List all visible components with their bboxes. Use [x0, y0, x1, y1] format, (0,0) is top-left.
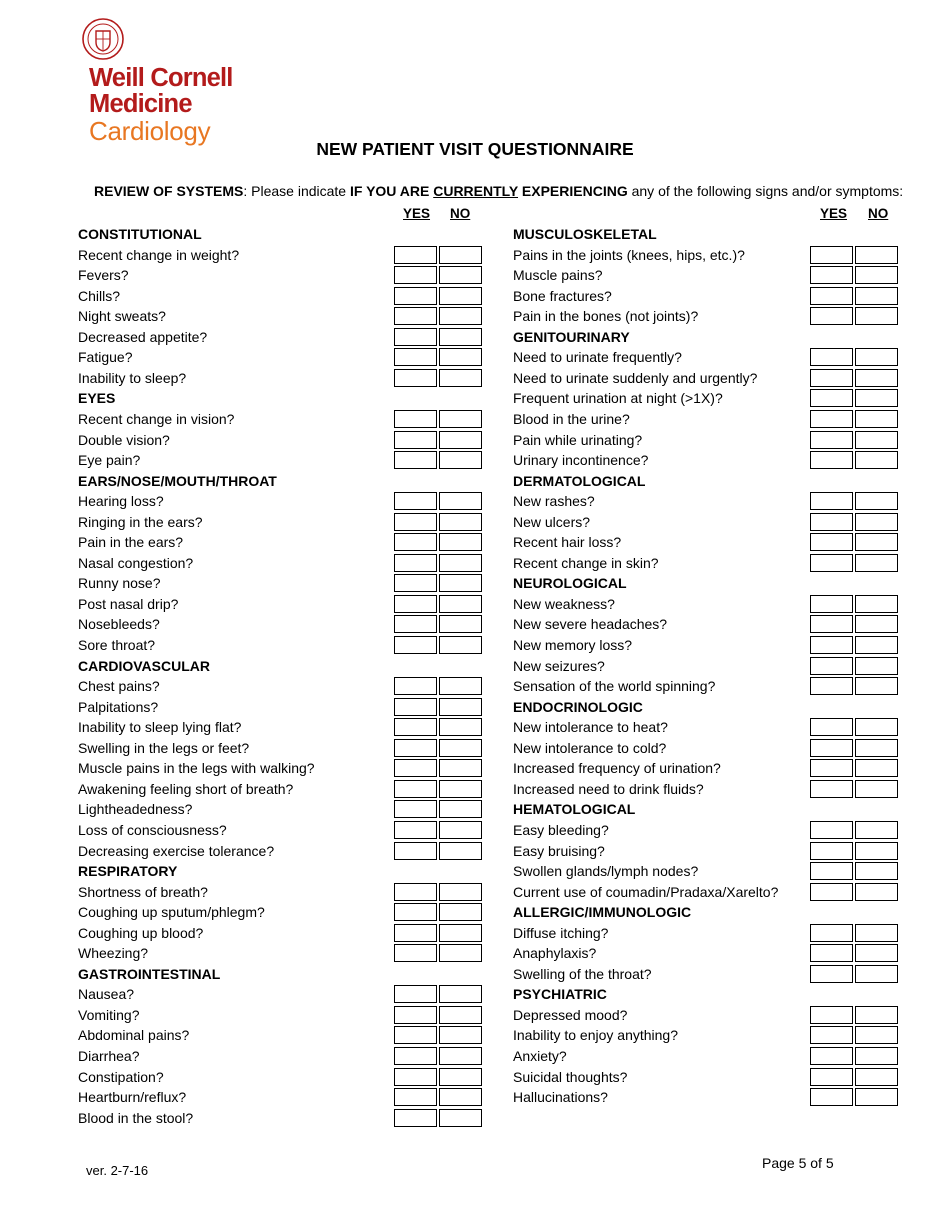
symptom-question: Diffuse itching?: [513, 924, 609, 941]
no-checkbox[interactable]: [439, 533, 482, 551]
no-checkbox[interactable]: [855, 759, 898, 777]
symptom-question: Swollen glands/lymph nodes?: [513, 863, 699, 880]
no-checkbox[interactable]: [439, 266, 482, 284]
no-checkbox[interactable]: [855, 1047, 898, 1065]
intro-text-2: any of the following signs and/or symptoms:: [627, 183, 904, 199]
no-checkbox[interactable]: [439, 369, 482, 387]
no-checkbox[interactable]: [439, 780, 482, 798]
yes-checkbox[interactable]: [810, 287, 853, 305]
no-checkbox[interactable]: [439, 513, 482, 531]
symptom-question: Post nasal drip?: [78, 595, 179, 612]
symptom-question: Suicidal thoughts?: [513, 1068, 628, 1085]
no-checkbox[interactable]: [855, 780, 898, 798]
yes-checkbox[interactable]: [810, 1068, 853, 1086]
no-checkbox[interactable]: [855, 369, 898, 387]
yes-checkbox[interactable]: [810, 965, 853, 983]
logo-text-weill-cornell: Weill Cornell: [89, 64, 233, 92]
yes-checkbox[interactable]: [394, 369, 437, 387]
symptom-question: Easy bleeding?: [513, 821, 609, 838]
no-checkbox[interactable]: [855, 266, 898, 284]
symptom-question: Recent change in vision?: [78, 410, 235, 427]
no-checkbox[interactable]: [855, 1026, 898, 1044]
section-heading: HEMATOLOGICAL: [513, 801, 636, 818]
symptom-question: Muscle pains in the legs with walking?: [78, 760, 315, 777]
section-heading: GENITOURINARY: [513, 328, 630, 345]
yes-checkbox[interactable]: [394, 287, 437, 305]
symptom-question: Blood in the urine?: [513, 410, 630, 427]
section-heading: RESPIRATORY: [78, 863, 178, 880]
yes-checkbox[interactable]: [394, 842, 437, 860]
no-checkbox[interactable]: [855, 410, 898, 428]
symptom-question: Awakening feeling short of breath?: [78, 780, 294, 797]
symptom-question: Hearing loss?: [78, 493, 164, 510]
symptom-question: Inability to sleep lying flat?: [78, 719, 242, 736]
no-checkbox[interactable]: [855, 718, 898, 736]
yes-checkbox[interactable]: [810, 266, 853, 284]
no-checkbox[interactable]: [439, 410, 482, 428]
no-column-header: NO: [450, 206, 471, 221]
no-checkbox[interactable]: [855, 246, 898, 264]
symptom-question: Vomiting?: [78, 1006, 140, 1023]
intro-bold-1: IF YOU ARE: [349, 183, 434, 199]
symptom-question: New rashes?: [513, 493, 595, 510]
no-checkbox[interactable]: [855, 883, 898, 901]
section-heading: EYES: [78, 390, 116, 407]
yes-checkbox[interactable]: [394, 595, 437, 613]
yes-checkbox[interactable]: [394, 944, 437, 962]
section-heading: PSYCHIATRIC: [513, 986, 607, 1003]
symptom-question: Recent change in skin?: [513, 554, 659, 571]
symptom-question: Pain in the bones (not joints)?: [513, 308, 699, 325]
symptom-question: Frequent urination at night (>1X)?: [513, 390, 723, 407]
yes-checkbox[interactable]: [394, 985, 437, 1003]
yes-checkbox[interactable]: [394, 1026, 437, 1044]
no-checkbox[interactable]: [855, 944, 898, 962]
no-checkbox[interactable]: [855, 862, 898, 880]
symptom-question: Pains in the joints (knees, hips, etc.)?: [513, 246, 745, 263]
symptom-question: Nosebleeds?: [78, 616, 160, 633]
no-column-header: NO: [868, 206, 889, 221]
yes-checkbox[interactable]: [810, 677, 853, 695]
symptom-question: Inability to enjoy anything?: [513, 1027, 678, 1044]
symptom-question: Decreased appetite?: [78, 328, 208, 345]
yes-checkbox[interactable]: [394, 759, 437, 777]
yes-checkbox[interactable]: [394, 1047, 437, 1065]
symptom-question: Double vision?: [78, 431, 170, 448]
yes-checkbox[interactable]: [810, 924, 853, 942]
symptom-question: Loss of consciousness?: [78, 821, 227, 838]
no-checkbox[interactable]: [439, 821, 482, 839]
no-checkbox[interactable]: [439, 1068, 482, 1086]
yes-checkbox[interactable]: [394, 513, 437, 531]
no-checkbox[interactable]: [439, 903, 482, 921]
no-checkbox[interactable]: [855, 389, 898, 407]
symptom-question: Palpitations?: [78, 698, 159, 715]
yes-checkbox[interactable]: [394, 780, 437, 798]
symptom-question: Chills?: [78, 287, 121, 304]
section-heading: CONSTITUTIONAL: [78, 226, 202, 242]
yes-checkbox[interactable]: [810, 451, 853, 469]
symptom-question: Pain in the ears?: [78, 534, 184, 551]
no-checkbox[interactable]: [855, 554, 898, 572]
no-checkbox[interactable]: [439, 759, 482, 777]
yes-checkbox[interactable]: [394, 348, 437, 366]
symptom-question: Abdominal pains?: [78, 1027, 190, 1044]
yes-checkbox[interactable]: [810, 1088, 853, 1106]
symptom-question: Sore throat?: [78, 637, 156, 653]
symptom-question: Eye pain?: [78, 452, 141, 469]
yes-checkbox[interactable]: [810, 739, 853, 757]
yes-checkbox[interactable]: [394, 718, 437, 736]
symptom-question: Increased frequency of urination?: [513, 760, 721, 777]
no-checkbox[interactable]: [439, 595, 482, 613]
section-heading: EARS/NOSE/MOUTH/THROAT: [78, 472, 277, 489]
no-checkbox[interactable]: [855, 348, 898, 366]
intro-bold-2: EXPERIENCING: [518, 183, 628, 199]
no-checkbox[interactable]: [855, 842, 898, 860]
symptom-question: Anaphylaxis?: [513, 945, 597, 962]
yes-checkbox[interactable]: [394, 431, 437, 449]
no-checkbox[interactable]: [439, 348, 482, 366]
symptom-question: Swelling of the throat?: [513, 965, 652, 982]
symptom-question: Inability to sleep?: [78, 369, 187, 386]
symptom-question: New intolerance to heat?: [513, 719, 668, 736]
symptom-question: Runny nose?: [78, 575, 161, 592]
no-checkbox[interactable]: [439, 451, 482, 469]
no-checkbox[interactable]: [439, 307, 482, 325]
no-checkbox[interactable]: [855, 287, 898, 305]
yes-checkbox[interactable]: [810, 307, 853, 325]
no-checkbox[interactable]: [855, 513, 898, 531]
yes-checkbox[interactable]: [810, 431, 853, 449]
no-checkbox[interactable]: [855, 677, 898, 695]
symptom-question: Hallucinations?: [513, 1089, 608, 1106]
yes-checkbox[interactable]: [810, 780, 853, 798]
yes-checkbox[interactable]: [394, 883, 437, 901]
yes-checkbox[interactable]: [810, 718, 853, 736]
no-checkbox[interactable]: [855, 821, 898, 839]
yes-checkbox[interactable]: [394, 1109, 437, 1127]
no-checkbox[interactable]: [439, 1026, 482, 1044]
symptom-question: Swelling in the legs or feet?: [78, 739, 250, 756]
yes-checkbox[interactable]: [394, 677, 437, 695]
yes-checkbox[interactable]: [810, 513, 853, 531]
yes-checkbox[interactable]: [810, 492, 853, 510]
yes-checkbox[interactable]: [810, 1047, 853, 1065]
section-heading: CARDIOVASCULAR: [78, 657, 210, 674]
symptom-question: Shortness of breath?: [78, 883, 208, 900]
section-heading: MUSCULOSKELETAL: [513, 226, 657, 242]
symptom-question: Recent hair loss?: [513, 534, 622, 551]
no-checkbox[interactable]: [855, 924, 898, 942]
page-title: NEW PATIENT VISIT QUESTIONNAIRE: [316, 139, 634, 159]
no-checkbox[interactable]: [855, 615, 898, 633]
yes-checkbox[interactable]: [394, 554, 437, 572]
yes-checkbox[interactable]: [394, 698, 437, 716]
yes-checkbox[interactable]: [394, 246, 437, 264]
yes-checkbox[interactable]: [394, 266, 437, 284]
no-checkbox[interactable]: [855, 965, 898, 983]
no-checkbox[interactable]: [439, 677, 482, 695]
yes-checkbox[interactable]: [810, 883, 853, 901]
symptom-question: Lightheadedness?: [78, 801, 193, 818]
symptom-question: Blood in the stool?: [78, 1109, 194, 1126]
no-checkbox[interactable]: [855, 1006, 898, 1024]
no-checkbox[interactable]: [439, 739, 482, 757]
no-checkbox[interactable]: [439, 883, 482, 901]
no-checkbox[interactable]: [439, 924, 482, 942]
intro-text-1: : Please indicate: [243, 183, 350, 199]
yes-checkbox[interactable]: [810, 821, 853, 839]
symptom-question: New memory loss?: [513, 637, 633, 653]
no-checkbox[interactable]: [855, 307, 898, 325]
no-checkbox[interactable]: [439, 246, 482, 264]
no-checkbox[interactable]: [439, 636, 482, 654]
yes-checkbox[interactable]: [810, 348, 853, 366]
no-checkbox[interactable]: [855, 636, 898, 654]
no-checkbox[interactable]: [439, 554, 482, 572]
no-checkbox[interactable]: [855, 451, 898, 469]
no-checkbox[interactable]: [855, 1088, 898, 1106]
symptom-question: Muscle pains?: [513, 267, 603, 284]
no-checkbox[interactable]: [855, 533, 898, 551]
page-number: Page 5 of 5: [762, 1155, 834, 1171]
symptom-question: Easy bruising?: [513, 842, 605, 859]
logo-text-medicine: Medicine: [89, 90, 192, 118]
no-checkbox[interactable]: [439, 1006, 482, 1024]
yes-checkbox[interactable]: [394, 533, 437, 551]
yes-checkbox[interactable]: [810, 944, 853, 962]
no-checkbox[interactable]: [855, 739, 898, 757]
symptom-question: Fevers?: [78, 267, 129, 284]
symptom-question: Depressed mood?: [513, 1006, 628, 1023]
review-of-systems-instructions: [94, 183, 903, 199]
yes-checkbox[interactable]: [810, 595, 853, 613]
symptom-question: Nausea?: [78, 986, 135, 1003]
yes-checkbox[interactable]: [810, 369, 853, 387]
symptom-question: Recent change in weight?: [78, 246, 240, 263]
no-checkbox[interactable]: [855, 492, 898, 510]
symptom-question: Coughing up blood?: [78, 924, 204, 941]
yes-checkbox[interactable]: [394, 1068, 437, 1086]
yes-checkbox[interactable]: [394, 924, 437, 942]
no-checkbox[interactable]: [855, 657, 898, 675]
yes-checkbox[interactable]: [810, 862, 853, 880]
yes-checkbox[interactable]: [394, 636, 437, 654]
symptom-question: Coughing up sputum/phlegm?: [78, 904, 265, 921]
yes-checkbox[interactable]: [810, 636, 853, 654]
symptom-question: New ulcers?: [513, 513, 591, 530]
yes-checkbox[interactable]: [394, 307, 437, 325]
yes-checkbox[interactable]: [394, 574, 437, 592]
symptom-question: Nasal congestion?: [78, 554, 194, 571]
intro-underlined: CURRENTLY: [433, 183, 519, 199]
yes-checkbox[interactable]: [810, 759, 853, 777]
no-checkbox[interactable]: [439, 985, 482, 1003]
symptom-question: Chest pains?: [78, 678, 160, 695]
symptom-question: Wheezing?: [78, 945, 149, 962]
symptom-question: Anxiety?: [513, 1048, 567, 1064]
symptom-question: Decreasing exercise tolerance?: [78, 842, 275, 859]
no-checkbox[interactable]: [439, 944, 482, 962]
yes-checkbox[interactable]: [394, 903, 437, 921]
no-checkbox[interactable]: [439, 698, 482, 716]
symptom-question: Need to urinate frequently?: [513, 349, 682, 366]
yes-checkbox[interactable]: [810, 1006, 853, 1024]
no-checkbox[interactable]: [439, 574, 482, 592]
no-checkbox[interactable]: [439, 1047, 482, 1065]
no-checkbox[interactable]: [855, 1068, 898, 1086]
no-checkbox[interactable]: [439, 1109, 482, 1127]
yes-checkbox[interactable]: [394, 821, 437, 839]
section-heading: NEUROLOGICAL: [513, 575, 627, 592]
symptom-question: Need to urinate suddenly and urgently?: [513, 369, 758, 386]
yes-checkbox[interactable]: [394, 615, 437, 633]
yes-checkbox[interactable]: [810, 657, 853, 675]
form-version: ver. 2-7-16: [86, 1163, 149, 1178]
no-checkbox[interactable]: [439, 718, 482, 736]
no-checkbox[interactable]: [439, 800, 482, 818]
no-checkbox[interactable]: [439, 431, 482, 449]
no-checkbox[interactable]: [439, 328, 482, 346]
symptom-question: Urinary incontinence?: [513, 452, 649, 469]
cornell-seal-icon: [82, 18, 124, 60]
symptom-question: Fatigue?: [78, 349, 133, 366]
symptom-question: Diarrhea?: [78, 1048, 140, 1064]
symptom-question: Increased need to drink fluids?: [513, 780, 704, 797]
logo-text-cardiology: Cardiology: [89, 116, 211, 146]
yes-checkbox[interactable]: [810, 389, 853, 407]
symptom-question: Heartburn/reflux?: [78, 1089, 187, 1106]
yes-checkbox[interactable]: [810, 533, 853, 551]
symptom-question: New severe headaches?: [513, 616, 668, 633]
yes-checkbox[interactable]: [810, 554, 853, 572]
yes-column-header: YES: [820, 206, 848, 221]
yes-checkbox[interactable]: [394, 800, 437, 818]
symptom-question: Bone fractures?: [513, 287, 612, 304]
yes-checkbox[interactable]: [394, 328, 437, 346]
symptom-question: Night sweats?: [78, 308, 166, 325]
section-heading: GASTROINTESTINAL: [78, 965, 221, 982]
yes-checkbox[interactable]: [394, 739, 437, 757]
yes-checkbox[interactable]: [394, 1006, 437, 1024]
section-heading: ALLERGIC/IMMUNOLOGIC: [513, 904, 692, 921]
yes-checkbox[interactable]: [810, 246, 853, 264]
yes-checkbox[interactable]: [810, 615, 853, 633]
no-checkbox[interactable]: [439, 1088, 482, 1106]
symptom-question: New intolerance to cold?: [513, 739, 667, 756]
symptom-question: New seizures?: [513, 657, 605, 674]
no-checkbox[interactable]: [439, 842, 482, 860]
yes-checkbox[interactable]: [810, 842, 853, 860]
symptom-question: New weakness?: [513, 595, 615, 612]
symptom-question: Ringing in the ears?: [78, 513, 203, 530]
yes-checkbox[interactable]: [810, 410, 853, 428]
no-checkbox[interactable]: [855, 431, 898, 449]
section-heading: ENDOCRINOLOGIC: [513, 698, 643, 715]
no-checkbox[interactable]: [439, 287, 482, 305]
no-checkbox[interactable]: [439, 615, 482, 633]
yes-checkbox[interactable]: [394, 451, 437, 469]
no-checkbox[interactable]: [855, 595, 898, 613]
yes-checkbox[interactable]: [810, 1026, 853, 1044]
no-checkbox[interactable]: [439, 492, 482, 510]
yes-checkbox[interactable]: [394, 410, 437, 428]
symptom-question: Sensation of the world spinning?: [513, 678, 716, 695]
yes-column-header: YES: [403, 206, 431, 221]
symptom-question: Current use of coumadin/Pradaxa/Xarelto?: [513, 883, 779, 900]
symptom-question: Pain while urinating?: [513, 431, 643, 448]
intro-label: REVIEW OF SYSTEMS: [94, 183, 244, 199]
section-heading: DERMATOLOGICAL: [513, 472, 646, 489]
symptom-question: Constipation?: [78, 1068, 164, 1085]
yes-checkbox[interactable]: [394, 1088, 437, 1106]
yes-checkbox[interactable]: [394, 492, 437, 510]
